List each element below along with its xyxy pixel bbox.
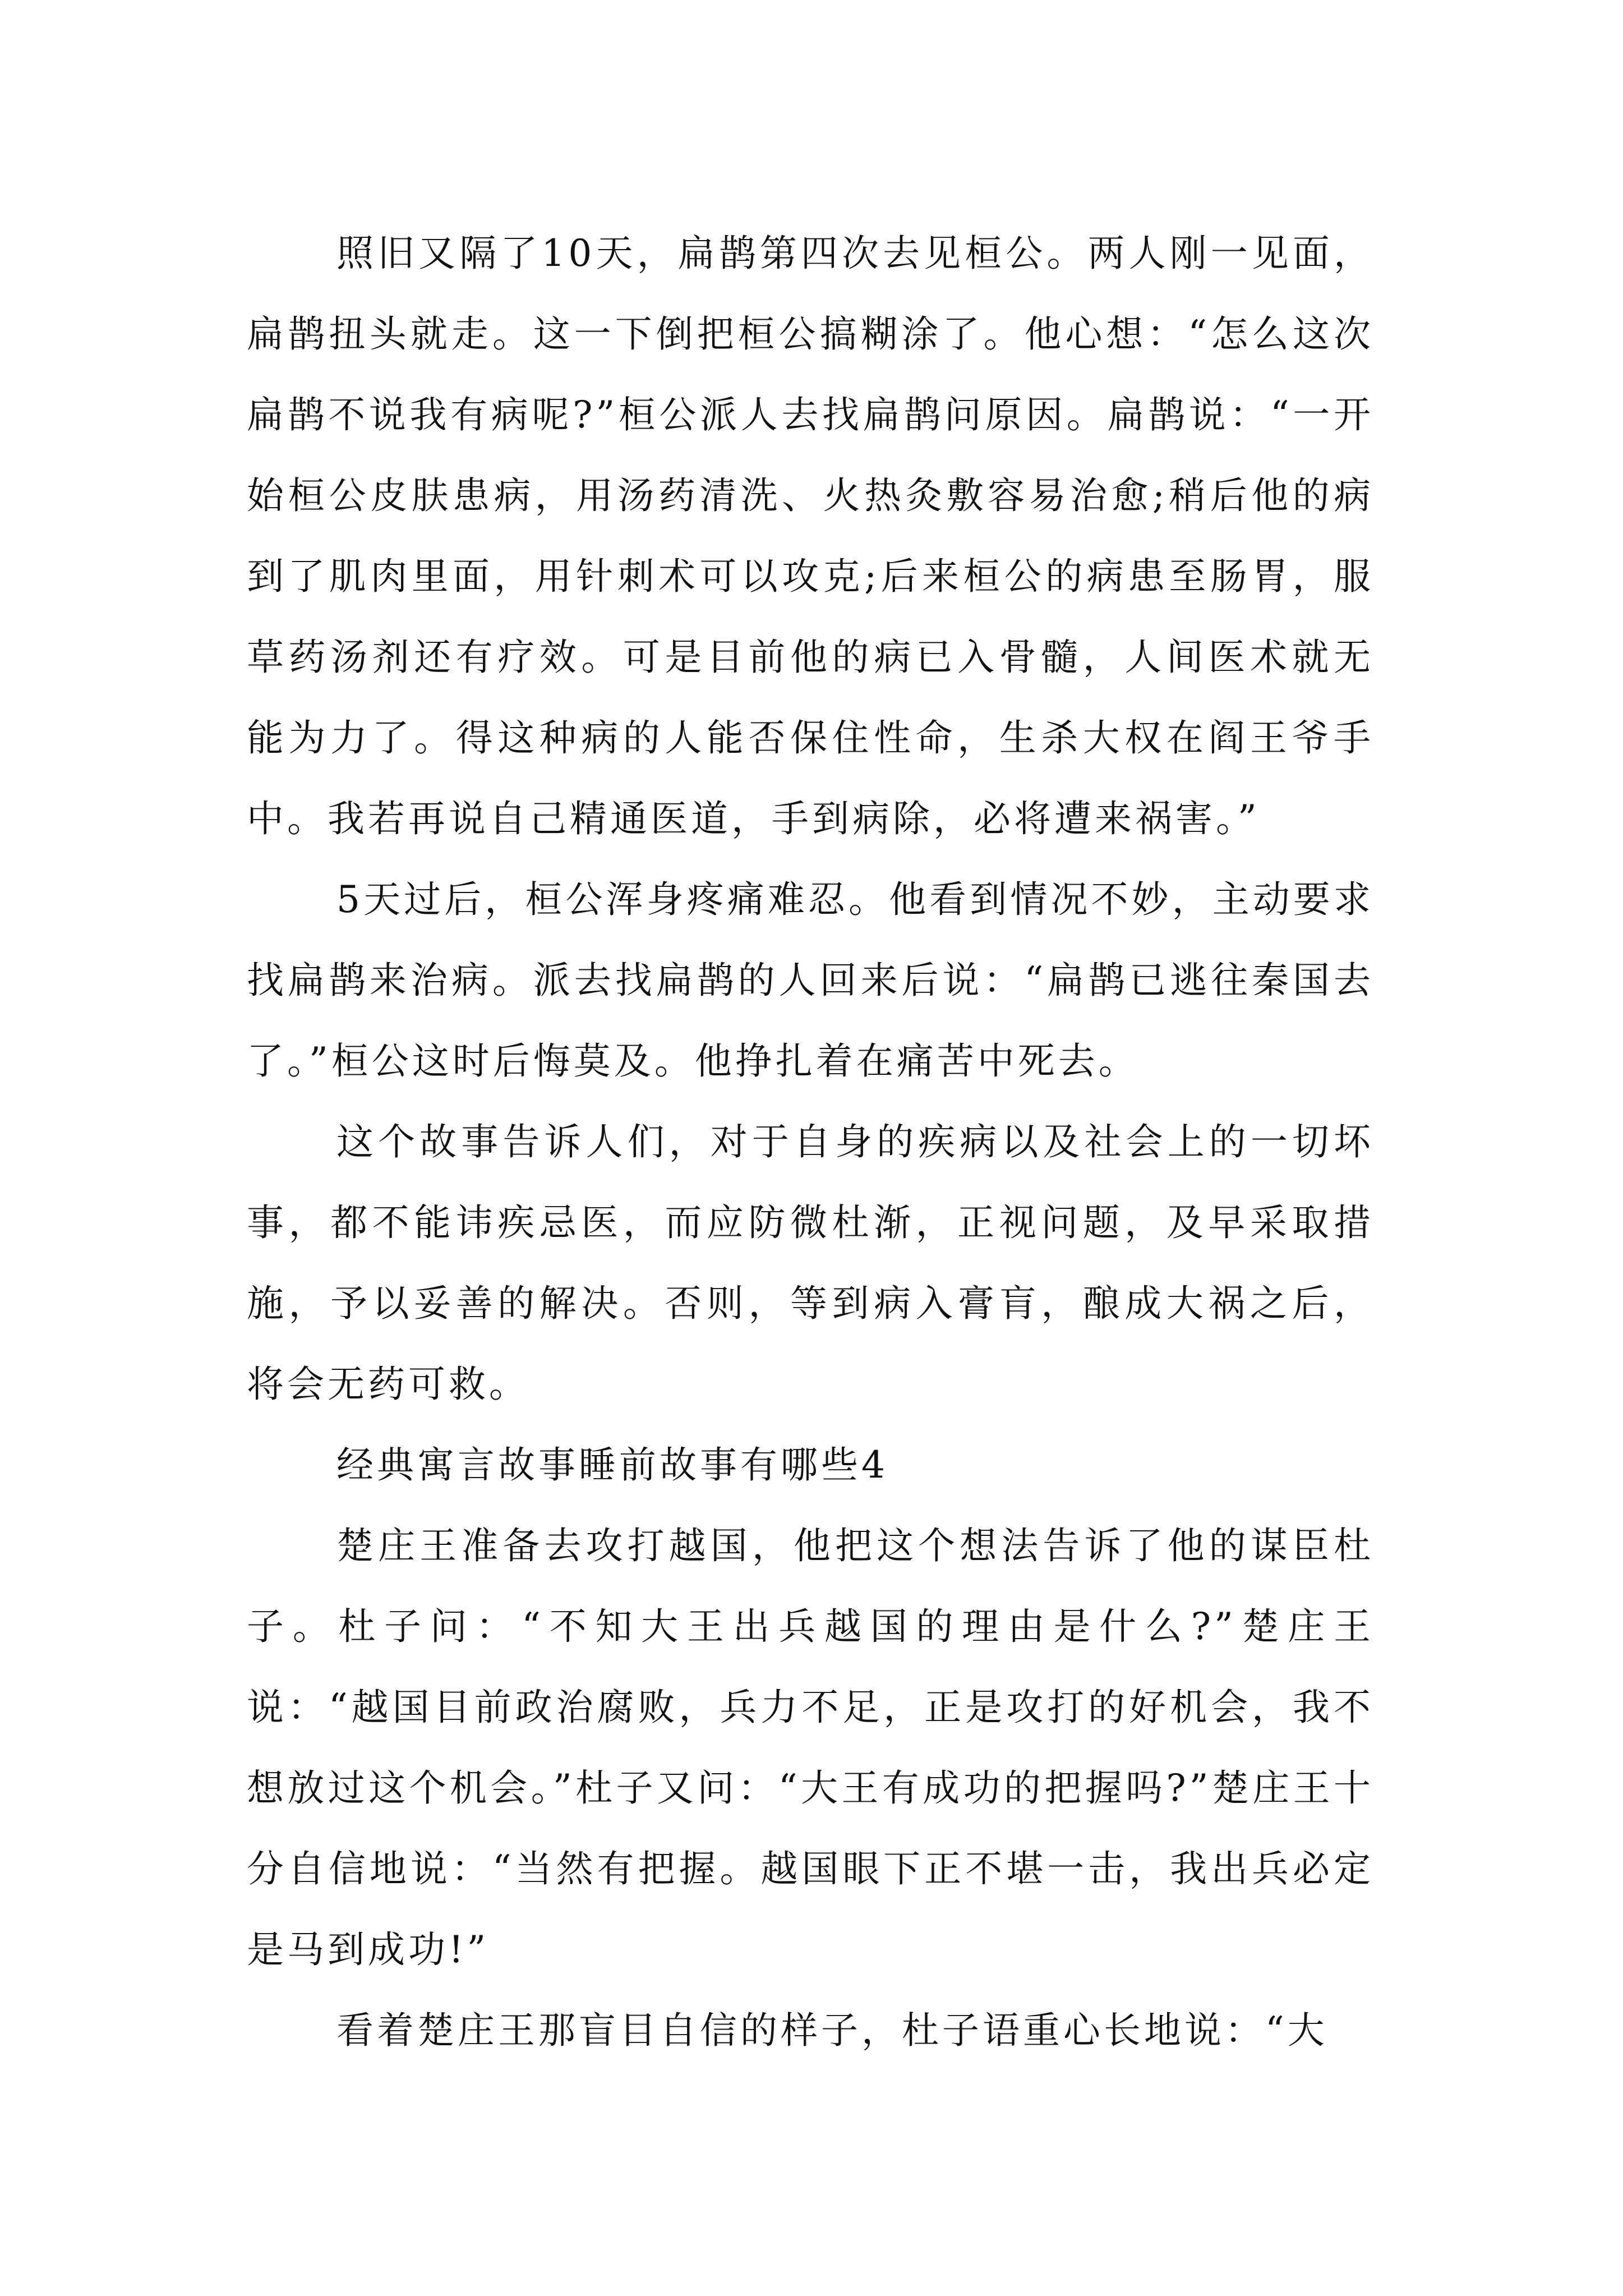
paragraph: 看着楚庄王那盲目自信的样子，杜子语重心长地说：“大 [336, 2009, 1328, 2052]
paragraph: 这个故事告诉人们，对于自身的疾病以及社会上的一切坏事，都不能讳疾忌医，而应防微杜渐，正视问题，及早采取措施，予以妥善的解决。否则，等到病入膏肓，酿成大祸之后，将会无药可救。 [247, 1120, 1374, 1406]
paragraph: 5天过后，桓公浑身疼痛难忍。他看到情况不妙，主动要求找扁鹊来治病。派去找扁鹊的人回来后说：“扁鹊已逃往秦国去了。”桓公这时后悔莫及。他挣扎着在痛苦中死去。 [247, 878, 1374, 1083]
document-body [247, 213, 1374, 2071]
section-heading: 经典寓言故事睡前故事有哪些4 [336, 1443, 888, 1487]
paragraph: 楚庄王准备去攻打越国，他把这个想法告诉了他的谋臣杜子。杜子问：“不知大王出兵越国的理由是什么?”楚庄王说：“越国目前政治腐败，兵力不足，正是攻打的好机会，我不想放过这个机会。”杜子又问：“大王有成功的把握吗?”楚庄王十分自信地说：“当然有把握。越国眼下正不堪一击，我出兵必定是马到成功!” [247, 1524, 1374, 1971]
paragraph: 照旧又隔了10天，扁鹊第四次去见桓公。两人刚一见面，扁鹊扭头就走。这一下倒把桓公搞糊涂了。他心想：“怎么这次扁鹊不说我有病呢?”桓公派人去找扁鹊问原因。扁鹊说：“一开始桓公皮肤患病，用汤药清洗、火热灸敷容易治愈;稍后他的病到了肌肉里面，用针刺术可以攻克;后来桓公的病患至肠胃，服草药汤剂还有疗效。可是目前他的病已入骨髓，人间医术就无能为力了。得这种病的人能否保住性命，生杀大权在阎王爷手中。我若再说自己精通医道，手到病除，必将遭来祸害。” [247, 232, 1374, 840]
